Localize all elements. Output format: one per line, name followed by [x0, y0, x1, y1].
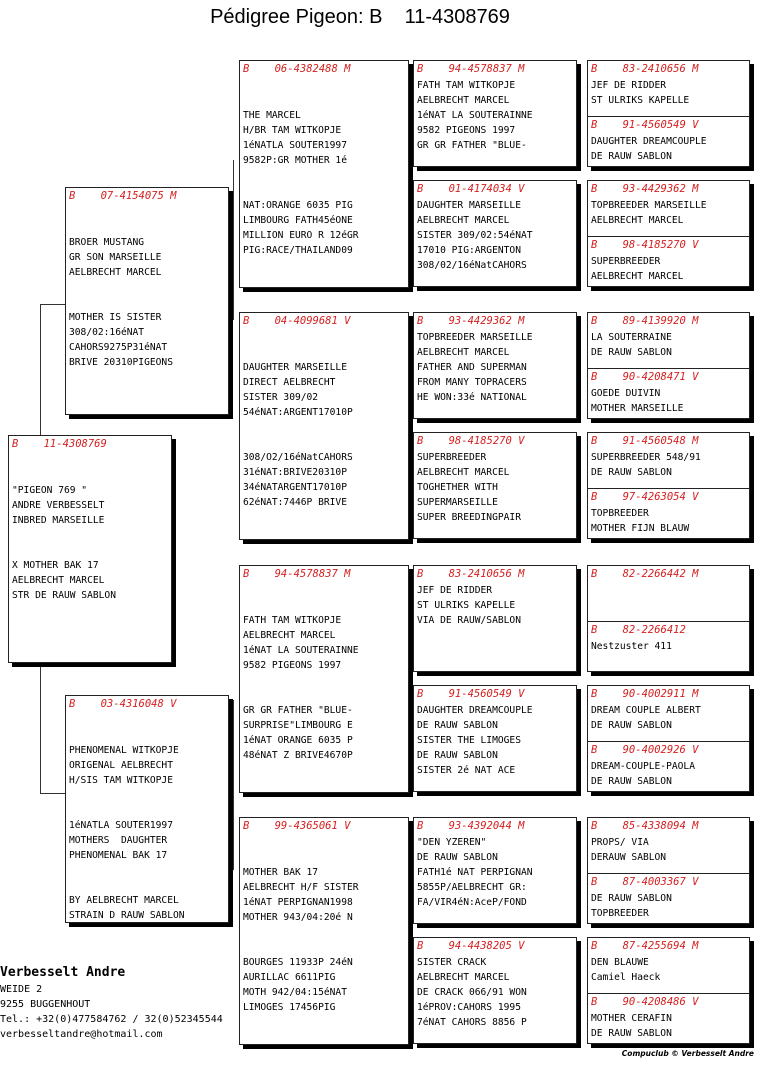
- dam-card: [65, 695, 229, 923]
- ring-number: B 90-4208486 V: [591, 996, 699, 1008]
- pigeon-info: DAUGHTER MARSEILLE AELBRECHT MARCEL SISTER 309/02:54éNAT 17010 PIG:ARGENTON 308/02/16éNatCAHORS: [417, 200, 533, 271]
- pigeon-info: LA SOUTERRAINE DE RAUW SABLON: [591, 332, 672, 358]
- pigeon-info: MOTHER BAK 17 AELBRECHT H/F SISTER 1éNAT PERPIGNAN1998 MOTHER 943/04:20é N BOURGES 11933P 24éN AURILLAC 6611PIG MOTH 942/04:15éNAT LIMOGES 17456PIG: [243, 867, 359, 1013]
- gg-grandparent-pair-card: [587, 60, 750, 167]
- pigeon-info: SUPERBREEDER 548/91 DE RAUW SABLON: [591, 452, 701, 478]
- ring-number: B 11-4308769: [12, 438, 107, 450]
- great-grandparent-card: [413, 685, 577, 792]
- page-title: Pédigree Pigeon: B 11-4308769: [210, 6, 510, 28]
- pigeon-info: DEN BLAUWE Camiel Haeck: [591, 957, 661, 983]
- great-grandparent-card: [413, 60, 577, 167]
- pigeon-info: PROPS/ VIA DERAUW SABLON: [591, 837, 667, 863]
- ring-number: B 01-4174034 V: [417, 183, 525, 195]
- pigeon-info: DAUGHTER DREAMCOUPLE DE RAUW SABLON SISTER THE LIMOGES DE RAUW SABLON SISTER 2é NAT ACE: [417, 705, 533, 776]
- ring-number: B 94-4578837 M: [417, 63, 525, 75]
- ring-number: B 98-4185270 V: [591, 239, 699, 251]
- connector-line: [233, 160, 234, 320]
- pigeon-info: SISTER CRACK AELBRECHT MARCEL DE CRACK 066/91 WON 1éPROV:CAHORS 1995 7éNAT CAHORS 8856 P: [417, 957, 527, 1028]
- gg-grandparent-pair-card: [587, 685, 750, 792]
- ring-number: B 87-4255694 M: [591, 940, 699, 952]
- pigeon-info: JEF DE RIDDER ST ULRIKS KAPELLE: [591, 80, 690, 106]
- connector-line: [40, 304, 41, 436]
- pigeon-info: DREAM COUPLE ALBERT DE RAUW SABLON: [591, 705, 701, 731]
- gg-grandparent-pair-card: [587, 817, 750, 924]
- ring-number: B 07-4154075 M: [69, 190, 177, 202]
- gg-grandparent-pair-card: [587, 432, 750, 539]
- pigeon-info: GOEDE DUIVIN MOTHER MARSEILLE: [591, 388, 684, 414]
- owner-email: verbesseltandre@hotmail.com: [0, 1029, 163, 1040]
- ring-number: B 91-4560549 V: [591, 119, 699, 131]
- ring-number: B 83-2410656 M: [591, 63, 699, 75]
- great-grandparent-card: [413, 312, 577, 419]
- ring-number: B 91-4560549 V: [417, 688, 525, 700]
- owner-name: Verbesselt Andre: [0, 965, 126, 980]
- connector-line: [40, 663, 41, 793]
- ring-number: B 94-4578837 M: [243, 568, 351, 580]
- connector-line: [233, 700, 234, 870]
- owner-city: 9255 BUGGENHOUT: [0, 999, 91, 1010]
- gg-grandparent-pair-card: [587, 937, 750, 1044]
- ring-number: B 03-4316048 V: [69, 698, 177, 710]
- gg-grandparent-pair-card: [587, 180, 750, 287]
- pigeon-info: MOTHER CERAFIN DE RAUW SABLON: [591, 1013, 672, 1039]
- software-credit: Compuclub © Verbesselt Andre: [621, 1049, 754, 1058]
- pigeon-info: TOPBREEDER MARSEILLE AELBRECHT MARCEL: [591, 200, 707, 226]
- ring-number: B 90-4002911 M: [591, 688, 699, 700]
- grandparent-card: [239, 312, 409, 540]
- pigeon-info: JEF DE RIDDER ST ULRIKS KAPELLE VIA DE RAUW/SABLON: [417, 585, 521, 626]
- pigeon-info: THE MARCEL H/BR TAM WITKOPJE 1éNATLA SOUTER1997 9582P:GR MOTHER 1é NAT:ORANGE 6035 PIG LIMBOURG FATH45éONE MILLION EURO R 12éGR PIG:RACE/THAILAND09: [243, 110, 359, 256]
- subject-pigeon-card: [8, 435, 172, 663]
- pigeon-info: SUPERBREEDER AELBRECHT MARCEL: [591, 256, 684, 282]
- pigeon-info: FATH TAM WITKOPJE AELBRECHT MARCEL 1éNAT LA SOUTERAINNE 9582 PIGEONS 1997 GR GR FATHER "BLUE-: [417, 80, 533, 151]
- ring-number: B 98-4185270 V: [417, 435, 525, 447]
- pigeon-info: SUPERBREEDER AELBRECHT MARCEL TOGHETHER WITH SUPERMARSEILLE SUPER BREEDINGPAIR: [417, 452, 521, 523]
- ring-number: B 87-4003367 V: [591, 876, 699, 888]
- pigeon-info: "DEN YZEREN" DE RAUW SABLON FATH1é NAT PERPIGNAN 5855P/AELBRECHT GR: FA/VIR4éN:AceP/FOND: [417, 837, 533, 908]
- pigeon-info: DREAM-COUPLE-PAOLA DE RAUW SABLON: [591, 761, 695, 787]
- pigeon-info: "PIGEON 769 " ANDRE VERBESSELT INBRED MARSEILLE X MOTHER BAK 17 AELBRECHT MARCEL STR DE RAUW SABLON: [12, 485, 116, 601]
- ring-number: B 85-4338094 M: [591, 820, 699, 832]
- ring-number: B 83-2410656 M: [417, 568, 525, 580]
- pigeon-info: TOPBREEDER MARSEILLE AELBRECHT MARCEL FATHER AND SUPERMAN FROM MANY TOPRACERS HE WON:33é NATIONAL: [417, 332, 533, 403]
- grandparent-card: [239, 60, 409, 288]
- ring-number: B 97-4263054 V: [591, 491, 699, 503]
- ring-number: B 90-4208471 V: [591, 371, 699, 383]
- pigeon-info: BROER MUSTANG GR SON MARSEILLE AELBRECHT MARCEL MOTHER IS SISTER 308/02:16éNAT CAHORS9275P31éNAT BRIVE 20310PIGEONS: [69, 237, 173, 368]
- ring-number: B 82-2266412: [591, 624, 686, 636]
- ring-number: B 93-4392044 M: [417, 820, 525, 832]
- ring-number: B 89-4139920 M: [591, 315, 699, 327]
- pigeon-info: FATH TAM WITKOPJE AELBRECHT MARCEL 1éNAT LA SOUTERAINNE 9582 PIGEONS 1997 GR GR FATHER "BLUE- SURPRISE"LIMBOURG E 1éNAT ORANGE 6035 P 48éNAT Z BRIVE4670P: [243, 615, 359, 761]
- ring-number: B 99-4365061 V: [243, 820, 351, 832]
- owner-info: [0, 964, 223, 1042]
- pigeon-info: TOPBREEDER MOTHER FIJN BLAUW: [591, 508, 690, 534]
- pigeon-info: DAUGHTER MARSEILLE DIRECT AELBRECHT SISTER 309/02 54éNAT:ARGENT17010P 308/O2/16éNatCAHORS 31éNAT:BRIVE20310P 34éNATARGENT17010P 62éNAT:7446P BRIVE: [243, 362, 353, 508]
- grandparent-card: [239, 817, 409, 1045]
- great-grandparent-card: [413, 565, 577, 672]
- great-grandparent-card: [413, 817, 577, 924]
- pigeon-info: DAUGHTER DREAMCOUPLE DE RAUW SABLON: [591, 136, 707, 162]
- pigeon-info: PHENOMENAL WITKOPJE ORIGENAL AELBRECHT H/SIS TAM WITKOPJE 1éNATLA SOUTER1997 MOTHERS DAUGHTER PHENOMENAL BAK 17 BY AELBRECHT MARCEL STRAIN D RAUW SABLON: [69, 745, 185, 921]
- ring-number: B 06-4382488 M: [243, 63, 351, 75]
- gg-grandparent-pair-card: [587, 312, 750, 419]
- pigeon-info: DE RAUW SABLON TOPBREEDER: [591, 893, 672, 919]
- ring-number: B 93-4429362 M: [417, 315, 525, 327]
- sire-card: [65, 187, 229, 415]
- ring-number: B 82-2266442 M: [591, 568, 699, 580]
- connector-line: [40, 304, 65, 305]
- pigeon-info: Nestzuster 411: [591, 641, 672, 652]
- great-grandparent-card: [413, 937, 577, 1044]
- gg-grandparent-pair-card: [587, 565, 750, 672]
- ring-number: B 91-4560548 M: [591, 435, 699, 447]
- ring-number: B 93-4429362 M: [591, 183, 699, 195]
- owner-phone: Tel.: +32(0)477584762 / 32(0)52345544: [0, 1014, 223, 1025]
- owner-address: WEIDE 2: [0, 984, 43, 995]
- grandparent-card: [239, 565, 409, 793]
- ring-number: B 94-4438205 V: [417, 940, 525, 952]
- great-grandparent-card: [413, 180, 577, 287]
- connector-line: [40, 793, 65, 794]
- great-grandparent-card: [413, 432, 577, 539]
- ring-number: B 04-4099681 V: [243, 315, 351, 327]
- ring-number: B 90-4002926 V: [591, 744, 699, 756]
